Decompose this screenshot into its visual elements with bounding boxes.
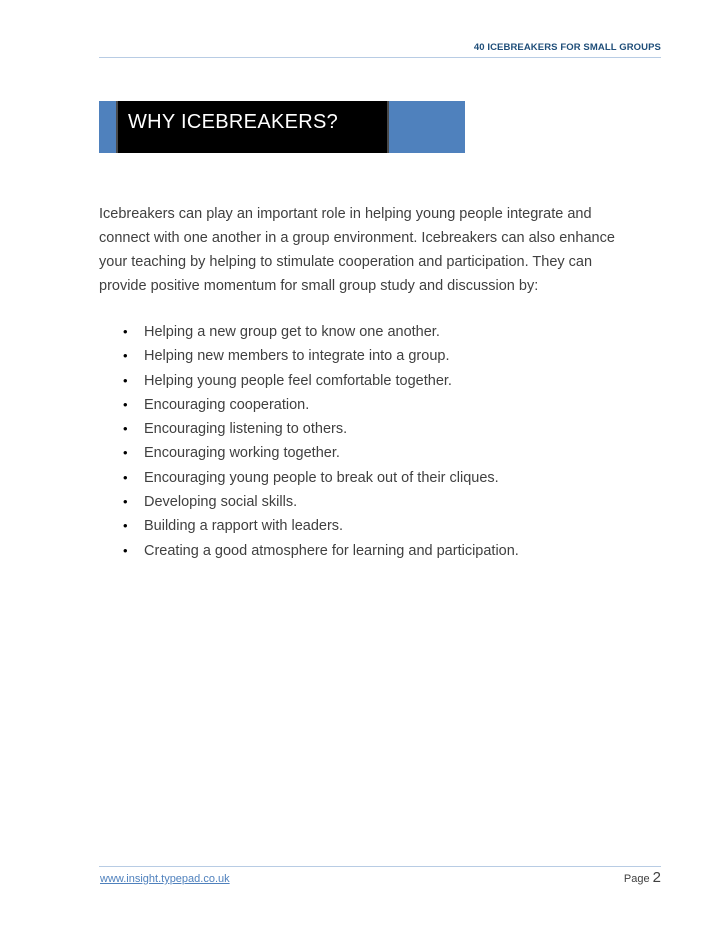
list-item-text: Encouraging listening to others.	[144, 421, 348, 438]
bullet-icon: •	[123, 445, 128, 461]
list-item-text: Encouraging working together.	[144, 445, 340, 462]
bullet-icon: •	[123, 469, 128, 485]
list-item-text: Encouraging cooperation.	[144, 396, 310, 413]
list-item	[99, 417, 519, 441]
list-item-text: Encouraging young people to break out of their cliques.	[144, 469, 499, 486]
bullet-icon: •	[123, 518, 128, 534]
list-item	[99, 514, 519, 538]
intro-line: Icebreakers can play an important role in helping young people integrate and	[99, 206, 592, 222]
list-item-text: Helping young people feel comfortable together.	[144, 372, 452, 389]
list-item-text: Creating a good atmosphere for learning and participation.	[144, 542, 519, 559]
footer-divider	[99, 866, 661, 867]
bullet-icon: •	[123, 396, 128, 412]
list-item-text: Helping a new group get to know one another.	[144, 324, 440, 340]
bullet-icon: •	[123, 324, 128, 339]
list-item	[99, 344, 519, 368]
list-item	[99, 441, 519, 465]
bullet-icon: •	[123, 494, 128, 510]
bullet-icon: •	[123, 348, 128, 364]
list-item-text: Developing social skills.	[144, 494, 298, 511]
bullet-icon: •	[123, 372, 128, 388]
intro-paragraph	[99, 202, 661, 298]
bullet-icon: •	[123, 421, 128, 437]
list-item	[99, 466, 519, 490]
page-label: Page	[623, 873, 650, 885]
page-number-value: 2	[652, 869, 661, 886]
intro-line: provide positive momentum for small group study and discussion by:	[99, 278, 539, 294]
list-item	[99, 320, 519, 344]
list-item	[99, 369, 519, 393]
intro-line: your teaching by helping to stimulate cooperation and participation. They can	[99, 254, 593, 270]
bullet-icon: •	[123, 542, 128, 558]
intro-line: connect with one another in a group environment. Icebreakers can also enhance	[99, 230, 615, 246]
list-item-text: Building a rapport with leaders.	[144, 518, 344, 535]
list-item	[99, 539, 519, 563]
page-number	[624, 869, 661, 886]
list-item	[99, 490, 519, 514]
list-item-text: Helping new members to integrate into a group.	[144, 348, 450, 365]
benefits-list	[99, 320, 519, 563]
website-link[interactable]: www.insight.typepad.co.uk	[100, 873, 230, 885]
running-header: 40 ICEBREAKERS FOR SMALL GROUPS	[473, 42, 661, 53]
list-item	[99, 393, 519, 417]
section-heading: WHY ICEBREAKERS?	[128, 111, 339, 133]
header-divider	[99, 57, 661, 58]
